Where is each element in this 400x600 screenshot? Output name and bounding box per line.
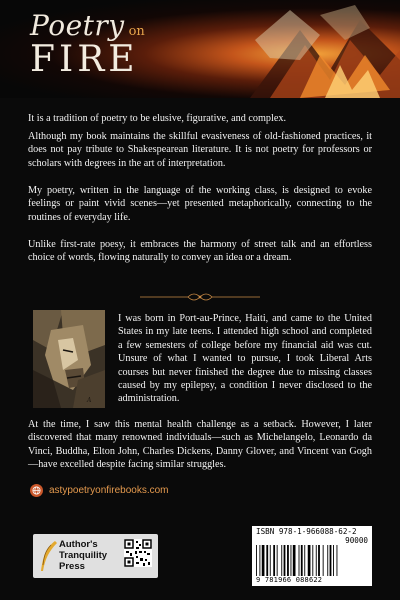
working-class-paragraph: My poetry, written in the language of the working class, is designed to evoke feelings or paint vivid scenes—yet presented metaphorically, connecting to the routines of everyday life. bbox=[28, 185, 372, 223]
globe-icon bbox=[30, 484, 43, 497]
title-poetry: Poetry bbox=[30, 9, 125, 42]
website-link[interactable] bbox=[30, 484, 169, 497]
tradition-paragraph: Although my book maintains the skillful evasiveness of old-fashioned practices, it does not pay tribute to Shakespearean literature. It is not poetry for professors or scholars with degrees in the art of interpretation. bbox=[28, 131, 372, 169]
publisher-name-line2: Tranquility bbox=[59, 550, 108, 561]
svg-text:A: A bbox=[87, 397, 92, 404]
intro-paragraph: It is a tradition of poetry to be elusive, figurative, and complex. bbox=[28, 113, 287, 124]
book-title bbox=[30, 9, 145, 80]
author-portrait bbox=[33, 310, 105, 408]
isbn-barcode bbox=[252, 526, 372, 586]
author-bio: I was born in Port-au-Prince, Haiti, and came to the United States in my late teens. I attended high school and completed a few semesters of college before my financial aid was cut. Unsure of what I wanted to pursue, I took Liberal Arts courses but never finished the degree due to missing classes caused by my epilepsy, a condition I never disclosed to the administration. bbox=[118, 313, 372, 405]
publisher-name-line3: Press bbox=[59, 561, 85, 572]
title-fire: FIRE bbox=[30, 39, 139, 80]
barcode-bars bbox=[256, 545, 368, 576]
price-code: 90000 bbox=[345, 536, 368, 545]
cover-header-banner bbox=[0, 0, 400, 98]
closing-paragraph: At the time, I saw this mental health challenge as a setback. However, I later discovered that many renowned individuals—such as Michelangelo, Leonardo da Vinci, Buddha, Elton John, Charles Dickens, Danny Glover, and Vincent van Gogh—have excelled despite facing similar struggles. bbox=[28, 419, 372, 471]
title-on: on bbox=[128, 24, 145, 39]
street-talk-paragraph: Unlike first-rate poesy, it embraces the harmony of street talk and an effortless choice of words, flowing naturally to convey an idea or a dream. bbox=[28, 239, 372, 264]
quill-icon bbox=[37, 539, 59, 573]
isbn-number: ISBN 978-1-966088-62-2 bbox=[256, 527, 357, 536]
website-url[interactable]: astypoetryonfirebooks.com bbox=[49, 485, 169, 496]
publisher-name-line1: Author's bbox=[59, 539, 98, 550]
publisher-logo bbox=[33, 534, 158, 578]
ornamental-divider bbox=[138, 290, 262, 304]
qr-code[interactable] bbox=[124, 539, 152, 567]
publisher-name bbox=[59, 539, 107, 572]
barcode-digits: 9 781966 088622 bbox=[256, 576, 323, 584]
